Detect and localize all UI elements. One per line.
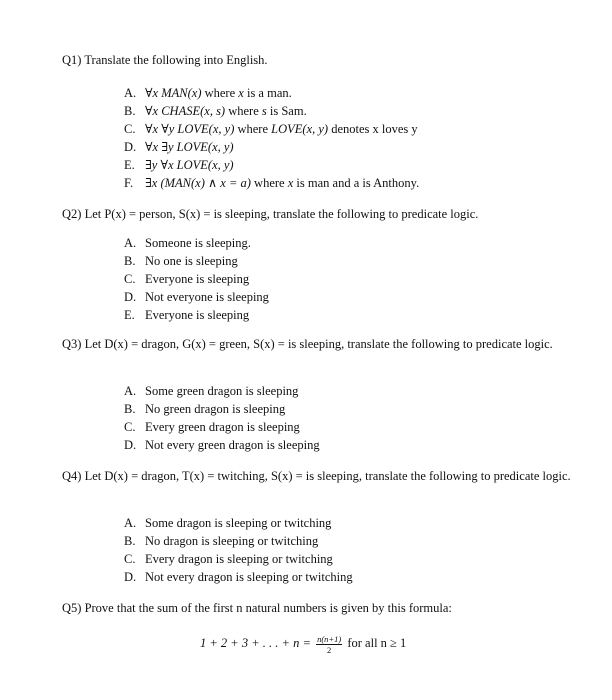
list-item: B. No one is sleeping (124, 254, 238, 268)
sum-formula (200, 628, 520, 658)
formula-lhs: 1 + 2 + 3 + . . . + n = (200, 636, 311, 650)
list-item: A. Some dragon is sleeping or twitching (124, 516, 332, 530)
list-item: E. Everyone is sleeping (124, 308, 250, 322)
question-1-list (124, 84, 594, 192)
fraction-denominator: 2 (327, 644, 332, 655)
list-item: F. ∃x (MAN(x) ∧ x = a) where x is man and a is Anthony. (124, 176, 420, 190)
list-item: D. Not everyone is sleeping (124, 290, 269, 304)
list-item: C. Every green dragon is sleeping (124, 420, 300, 434)
question-2-prompt: Q2) Let P(x) = person, S(x) = is sleeping, translate the following to predicate logic. (62, 207, 479, 221)
list-item: C. Every dragon is sleeping or twitching (124, 552, 333, 566)
list-item: D. Not every dragon is sleeping or twitching (124, 570, 353, 584)
list-item: E. ∃y ∀x LOVE(x, y) (124, 158, 234, 172)
fraction-numerator: n(n+1) (317, 633, 342, 644)
list-item: C. Everyone is sleeping (124, 272, 250, 286)
question-2-list (124, 234, 594, 324)
question-4-prompt: Q4) Let D(x) = dragon, T(x) = twitching, S(x) = is sleeping, translate the following to predicate logic. (62, 469, 571, 483)
list-item: A. Someone is sleeping. (124, 236, 251, 250)
list-item: B. No dragon is sleeping or twitching (124, 534, 319, 548)
question-3-list (124, 382, 594, 454)
list-item: D. Not every green dragon is sleeping (124, 438, 320, 452)
question-5-prompt: Q5) Prove that the sum of the first n natural numbers is given by this formula: (62, 601, 452, 615)
question-3-prompt: Q3) Let D(x) = dragon, G(x) = green, S(x) = is sleeping, translate the following to predicate logic. (62, 337, 553, 351)
list-item: C. ∀x ∀y LOVE(x, y) where LOVE(x, y) denotes x loves y (124, 122, 418, 136)
list-item: A. ∀x MAN(x) where x is a man. (124, 86, 292, 100)
list-item: D. ∀x ∃y LOVE(x, y) (124, 140, 234, 154)
question-1-prompt: Q1) Translate the following into English. (62, 53, 268, 67)
list-item: A. Some green dragon is sleeping (124, 384, 299, 398)
question-4-list (124, 514, 594, 586)
list-item: B. No green dragon is sleeping (124, 402, 286, 416)
list-item: B. ∀x CHASE(x, s) where s is Sam. (124, 104, 307, 118)
formula-rhs: for all n ≥ 1 (347, 636, 407, 650)
formula-fraction (316, 634, 342, 655)
